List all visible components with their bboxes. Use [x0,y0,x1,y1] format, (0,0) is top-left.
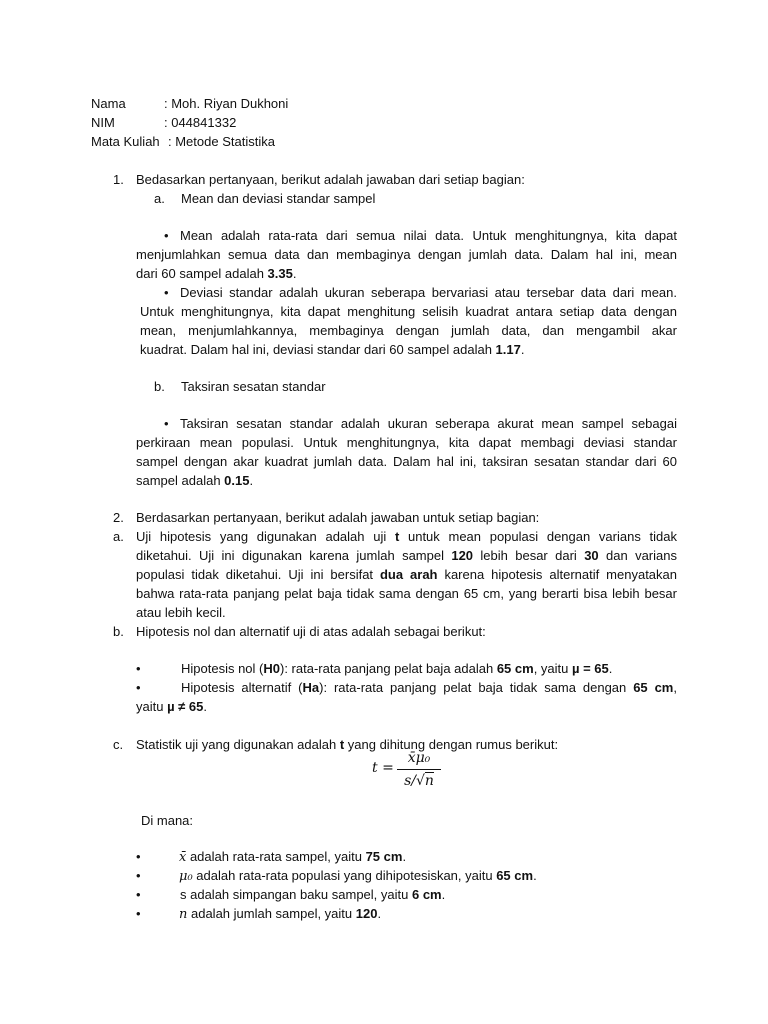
mean-value: 3.35 [267,266,293,281]
q1b-p1-line2: perkiraan mean populasi. Untuk menghitungnya, kita dapat membagi deviasi standar [136,435,677,450]
matkul-label: Mata Kuliah [91,134,160,149]
q2a-line1: Uji hipotesis yang digunakan adalah uji t untuk mean populasi dengan varians tidak [136,529,677,544]
q2a-letter: a. [113,529,124,544]
t-formula [372,748,444,794]
q1b-p1-line3: sampel dengan akar kuadrat jumlah data. Dalam hal ini, taksiran sesatan standar dari 60 [136,454,677,469]
formula-numerator: x̄μ₀ [407,750,431,766]
q2-number: 2. [113,510,124,525]
q1a-letter: a. [154,191,165,206]
formula-denominator: s/√n [404,773,434,789]
q2a-line4: bahwa rata-rata panjang pelat baja tidak sama dengan 65 cm, yang berarti bisa lebih besar [136,586,677,601]
q2-intro: Berdasarkan pertanyaan, berikut adalah jawaban untuk setiap bagian: [136,510,540,525]
q2a-line2: diketahui. Uji ini digunakan karena jumlah sampel 120 lebih besar dari 30 dan varians [136,548,677,563]
bullet-icon: • [136,661,141,676]
q2b-letter: b. [113,624,124,639]
q1a-p1-line1: Mean adalah rata-rata dari semua nilai data. Untuk menghitungnya, kita dapat [180,228,677,243]
dimana-label: Di mana: [141,813,194,828]
nim-value: : 044841332 [164,115,237,130]
q1b-p1-line4: sampel adalah 0.15. [136,473,254,488]
nim-label: NIM [91,115,115,130]
bullet-icon: • [164,228,169,243]
q2b-intro: Hipotesis nol dan alternatif uji di atas adalah sebagai berikut: [136,624,486,639]
q1a-p2-line2: Untuk menghitungnya, kita dapat menghitung selisih kuadrat antara setiap data dengan [140,304,677,319]
ha-line1: Hipotesis alternatif (Ha): rata-rata panjang pelat baja tidak sama dengan 65 cm, [181,680,677,695]
q2c-line1: Statistik uji yang digunakan adalah t yang dihitung dengan rumus berikut: [136,737,559,752]
bullet-icon: • [136,680,141,695]
var-item-mu0: μ₀ adalah rata-rata populasi yang dihipotesiskan, yaitu 65 cm. [179,868,537,884]
q2c-letter: c. [113,737,124,752]
se-value: 0.15 [224,473,250,488]
q1a-title: Mean dan deviasi standar sampel [181,191,376,206]
formula-lhs: t = [372,760,394,776]
ha-line2: yaitu µ ≠ 65. [136,699,208,714]
q1b-p1-line1: Taksiran sesatan standar adalah ukuran seberapa akurat mean sampel sebagai [180,416,677,431]
q1a-p2-line4: kuadrat. Dalam hal ini, deviasi standar dari 60 sampel adalah 1.17. [140,342,525,357]
q1a-p2-line3: mean, menjumlahkannya, membaginya dengan jumlah data, dan mengambil akar [140,323,677,338]
nama-label: Nama [91,96,126,111]
bullet-icon: • [136,887,141,902]
bullet-icon: • [136,868,141,883]
formula-fraction [397,748,441,791]
q1a-p2-line1: Deviasi standar adalah ukuran seberapa bervariasi atau tersebar data dari mean. [180,285,677,300]
var-item-n: n adalah jumlah sampel, yaitu 120. [179,906,382,922]
var-item-s: s adalah simpangan baku sampel, yaitu 6 cm. [180,887,446,902]
var-item-xbar: x̄ adalah rata-rata sampel, yaitu 75 cm. [179,849,407,865]
sd-value: 1.17 [495,342,521,357]
q2a-line5: atau lebih kecil. [136,605,226,620]
q1a-p1-line3: dari 60 sampel adalah 3.35. [136,266,297,281]
bullet-icon: • [164,285,169,300]
q1-intro: Bedasarkan pertanyaan, berikut adalah jawaban dari setiap bagian: [136,172,525,187]
bullet-icon: • [136,906,141,921]
matkul-value: : Metode Statistika [168,134,275,149]
nama-value: : Moh. Riyan Dukhoni [164,96,289,111]
q2a-line3: populasi tidak diketahui. Uji ini bersifat dua arah karena hipotesis alternatif menyatakan [136,567,677,582]
q1a-p1-line2: menjumlahkan semua data dan membaginya dengan jumlah data. Dalam hal ini, mean [136,247,677,262]
q1b-letter: b. [154,379,165,394]
h0-line: Hipotesis nol (H0): rata-rata panjang pelat baja adalah 65 cm, yaitu µ = 65. [181,661,613,676]
fraction-bar [397,769,441,770]
q1b-title: Taksiran sesatan standar [181,379,326,394]
bullet-icon: • [164,416,169,431]
q1-number: 1. [113,172,124,187]
bullet-icon: • [136,849,141,864]
